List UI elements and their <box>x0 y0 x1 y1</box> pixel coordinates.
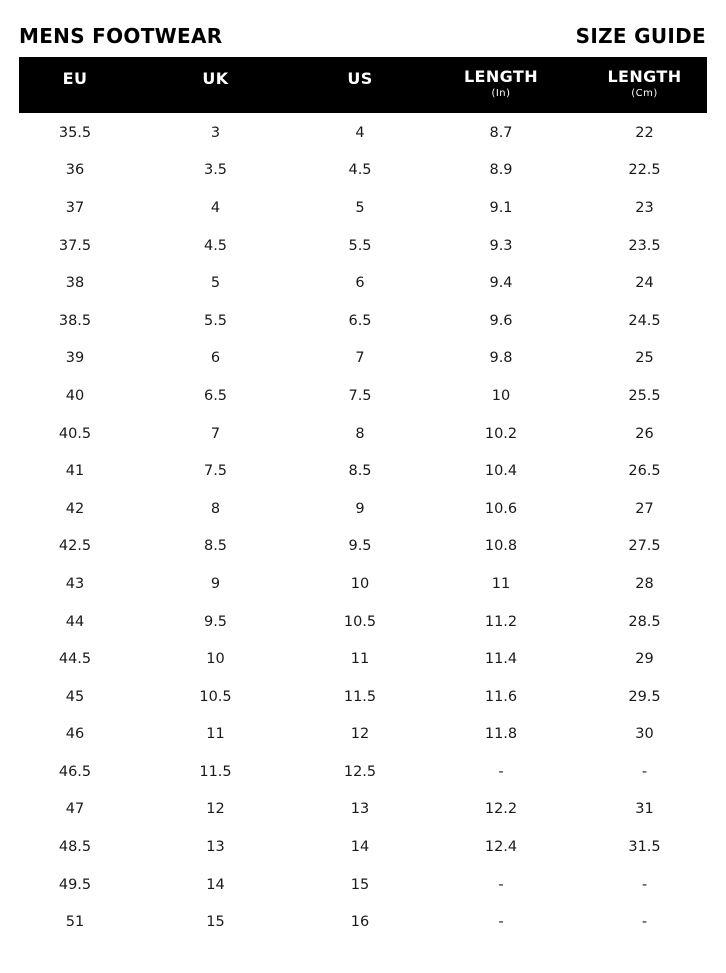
cell-eu-size: 41 <box>65 463 85 480</box>
cell-uk-size: 9.5 <box>203 613 228 630</box>
table-header <box>19 57 707 113</box>
cell-eu-size: 44.5 <box>58 651 92 668</box>
table-row <box>19 490 707 528</box>
column-header-label: LENGTH <box>463 66 539 86</box>
table-row <box>19 415 707 453</box>
cell-eu-size: 38.5 <box>58 312 92 329</box>
cell-length-cm: 25 <box>635 350 654 367</box>
cell-length-in: 9.8 <box>489 350 513 367</box>
cell-length-cm: 24 <box>635 275 654 292</box>
column-header-unit: (Cm) <box>631 87 658 99</box>
cell-length-cm: - <box>641 763 648 780</box>
cell-us-size: 4 <box>355 124 365 141</box>
cell-us-size: 8.5 <box>348 463 372 480</box>
column-header-length-cm <box>582 57 707 113</box>
cell-length-in: 9.1 <box>489 199 513 216</box>
cell-uk-size: 8.5 <box>203 538 228 555</box>
cell-uk-size: 9 <box>210 575 221 592</box>
cell-us-size: 11.5 <box>343 688 377 705</box>
cell-length-cm: - <box>641 914 648 931</box>
cell-uk-size: 12 <box>206 801 225 818</box>
cell-uk-size: 11 <box>206 726 225 743</box>
table-row <box>19 452 707 490</box>
cell-length-cm: 29 <box>635 651 654 668</box>
cell-length-in: - <box>498 876 504 893</box>
cell-us-size: 16 <box>350 914 370 931</box>
column-header-label: US <box>347 69 373 88</box>
cell-eu-size: 38 <box>65 275 85 292</box>
cell-length-in: 10.6 <box>484 500 518 517</box>
cell-eu-size: 44 <box>65 613 85 630</box>
cell-us-size: 5.5 <box>348 237 372 254</box>
cell-length-cm: - <box>641 876 648 893</box>
table-row <box>19 603 707 641</box>
column-header-label: UK <box>202 69 229 88</box>
cell-length-in: 11 <box>491 575 511 592</box>
cell-eu-size: 42.5 <box>58 538 92 555</box>
cell-us-size: 10.5 <box>343 613 377 630</box>
cell-eu-size: 48.5 <box>58 839 92 856</box>
cell-length-cm: 23.5 <box>628 237 661 254</box>
cell-length-in: 11.4 <box>484 651 518 668</box>
size-table <box>19 57 707 941</box>
column-header-label: EU <box>62 69 88 88</box>
cell-length-cm: 28.5 <box>628 613 661 630</box>
cell-eu-size: 37 <box>65 199 85 216</box>
cell-uk-size: 7.5 <box>203 463 228 480</box>
cell-length-in: 9.4 <box>489 275 513 292</box>
table-row <box>19 753 707 791</box>
cell-length-in: - <box>498 763 504 780</box>
cell-length-cm: 31 <box>635 801 654 818</box>
cell-eu-size: 35.5 <box>58 124 92 141</box>
column-header-label: LENGTH <box>607 66 682 86</box>
cell-uk-size: 14 <box>206 876 225 893</box>
cell-length-in: 9.3 <box>489 237 513 254</box>
cell-length-in: 10.4 <box>484 463 518 480</box>
cell-eu-size: 43 <box>65 575 85 592</box>
cell-eu-size: 51 <box>65 914 85 931</box>
cell-length-cm: 30 <box>635 726 654 743</box>
table-row <box>19 152 707 190</box>
cell-uk-size: 3.5 <box>203 162 228 179</box>
table-row <box>19 340 707 378</box>
cell-uk-size: 5 <box>210 275 221 292</box>
cell-length-cm: 28 <box>635 575 654 592</box>
table-row <box>19 640 707 678</box>
table-row <box>19 264 707 302</box>
cell-eu-size: 40 <box>65 387 85 404</box>
cell-length-in: 10.2 <box>484 425 518 442</box>
cell-eu-size: 40.5 <box>58 425 92 442</box>
column-header-us <box>300 57 420 113</box>
page-title: MENS FOOTWEAR <box>19 24 223 48</box>
cell-eu-size: 46.5 <box>58 763 92 780</box>
cell-length-cm: 22 <box>635 124 654 141</box>
cell-us-size: 7 <box>355 350 365 367</box>
cell-us-size: 8 <box>355 425 365 442</box>
cell-length-in: 11.8 <box>484 726 518 743</box>
table-body <box>19 113 707 941</box>
cell-uk-size: 6 <box>210 350 221 367</box>
cell-us-size: 12.5 <box>343 763 377 780</box>
cell-us-size: 14 <box>350 839 370 856</box>
cell-length-in: 8.9 <box>489 162 513 179</box>
cell-uk-size: 10 <box>206 651 225 668</box>
cell-length-in: 12.2 <box>484 801 518 818</box>
cell-eu-size: 42 <box>65 500 85 517</box>
cell-length-in: 11.6 <box>484 688 518 705</box>
cell-length-in: - <box>498 914 504 931</box>
table-row <box>19 903 707 941</box>
table-row <box>19 189 707 227</box>
column-header-length-in <box>420 57 582 113</box>
cell-us-size: 6.5 <box>348 312 372 329</box>
cell-us-size: 5 <box>355 199 365 216</box>
table-row <box>19 114 707 152</box>
column-header-unit: (In) <box>491 87 511 99</box>
cell-eu-size: 47 <box>65 801 85 818</box>
column-header-uk <box>131 57 300 113</box>
cell-length-cm: 26 <box>635 425 654 442</box>
cell-us-size: 7.5 <box>348 387 372 404</box>
cell-length-cm: 29.5 <box>628 688 661 705</box>
cell-length-cm: 22.5 <box>628 162 661 179</box>
cell-length-in: 9.6 <box>489 312 513 329</box>
cell-uk-size: 10.5 <box>199 688 232 705</box>
table-row <box>19 227 707 265</box>
table-row <box>19 791 707 829</box>
cell-us-size: 11 <box>350 651 370 668</box>
cell-uk-size: 4.5 <box>203 237 228 254</box>
cell-length-in: 10 <box>491 387 511 404</box>
cell-length-cm: 24.5 <box>628 312 661 329</box>
cell-eu-size: 45 <box>65 688 85 705</box>
cell-us-size: 15 <box>350 876 370 893</box>
table-row <box>19 678 707 716</box>
cell-us-size: 12 <box>350 726 370 743</box>
table-row <box>19 866 707 904</box>
cell-eu-size: 39 <box>65 350 85 367</box>
cell-us-size: 9 <box>355 500 365 517</box>
cell-uk-size: 7 <box>210 425 221 442</box>
cell-length-cm: 27 <box>635 500 654 517</box>
cell-length-cm: 26.5 <box>628 463 661 480</box>
cell-us-size: 13 <box>350 801 370 818</box>
cell-eu-size: 46 <box>65 726 85 743</box>
cell-uk-size: 13 <box>206 839 225 856</box>
table-row <box>19 716 707 754</box>
cell-length-cm: 31.5 <box>628 839 661 856</box>
cell-length-in: 12.4 <box>484 839 518 856</box>
table-row <box>19 565 707 603</box>
cell-us-size: 9.5 <box>348 538 372 555</box>
cell-length-in: 11.2 <box>484 613 518 630</box>
table-row <box>19 377 707 415</box>
cell-uk-size: 8 <box>210 500 221 517</box>
cell-length-in: 8.7 <box>489 124 513 141</box>
cell-length-cm: 27.5 <box>628 538 661 555</box>
size-guide-label: SIZE GUIDE <box>575 24 706 48</box>
cell-us-size: 10 <box>350 575 370 592</box>
table-row <box>19 528 707 566</box>
cell-uk-size: 5.5 <box>203 312 228 329</box>
cell-length-in: 10.8 <box>484 538 518 555</box>
cell-eu-size: 49.5 <box>58 876 92 893</box>
cell-uk-size: 4 <box>210 199 221 216</box>
cell-eu-size: 36 <box>65 162 85 179</box>
cell-length-cm: 23 <box>635 199 654 216</box>
cell-uk-size: 3 <box>210 124 221 141</box>
cell-uk-size: 6.5 <box>203 387 228 404</box>
cell-us-size: 6 <box>355 275 365 292</box>
column-header-eu <box>19 57 131 113</box>
cell-us-size: 4.5 <box>348 162 372 179</box>
cell-eu-size: 37.5 <box>58 237 92 254</box>
cell-uk-size: 11.5 <box>199 763 232 780</box>
table-row <box>19 828 707 866</box>
table-row <box>19 302 707 340</box>
cell-length-cm: 25.5 <box>628 387 661 404</box>
cell-uk-size: 15 <box>206 914 225 931</box>
